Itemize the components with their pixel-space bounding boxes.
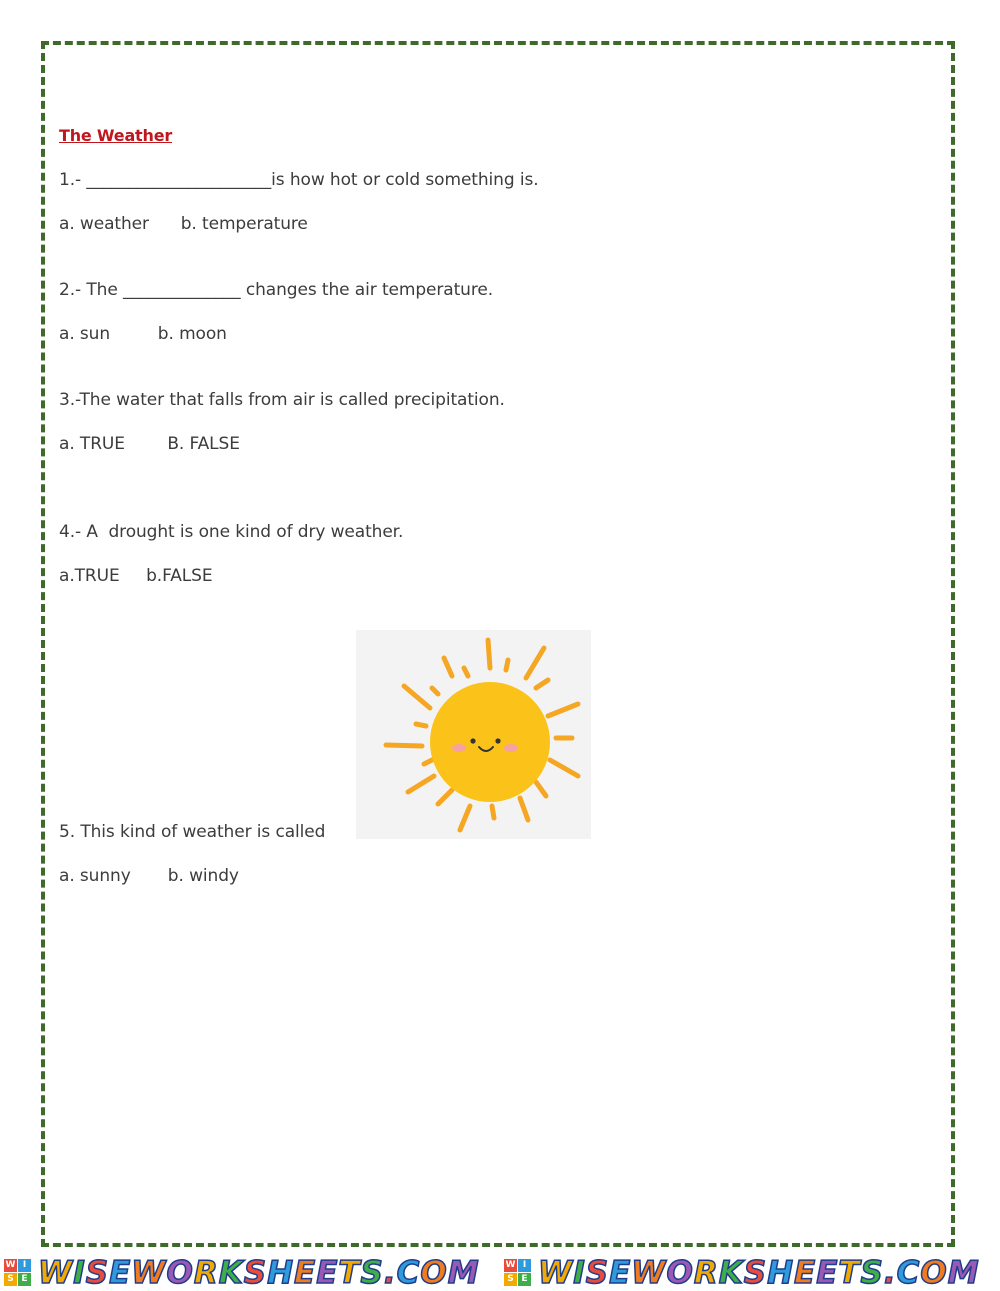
brand-letter: O: [420, 1255, 448, 1291]
question-5-options: a. sunny b. windy: [59, 866, 239, 886]
logo-letter: E: [18, 1273, 31, 1286]
footer-brand-group-2: [504, 1255, 1000, 1291]
question-2-options: a. sun b. moon: [59, 324, 227, 344]
brand-letter: O: [666, 1255, 694, 1291]
brand-letter: O: [166, 1255, 194, 1291]
brand-letter: S: [585, 1255, 610, 1291]
brand-letter: S: [860, 1255, 884, 1291]
brand-letter: O: [920, 1255, 948, 1291]
brand-letter: E: [316, 1255, 339, 1291]
brand-letter: E: [109, 1255, 132, 1291]
brand-letter: E: [609, 1255, 632, 1291]
brand-letter: W: [631, 1255, 667, 1291]
right-eye: [495, 738, 500, 743]
brand-letter: I: [73, 1255, 86, 1291]
brand-letter: H: [267, 1255, 295, 1291]
question-5-prompt: 5. This kind of weather is called: [59, 822, 326, 842]
footer-brand-group-1: [4, 1255, 500, 1291]
brand-letter: S: [243, 1255, 268, 1291]
brand-letter: .: [883, 1255, 897, 1291]
brand-letter: S: [85, 1255, 110, 1291]
logo-letter: I: [518, 1259, 531, 1272]
question-4-options: a.TRUE b.FALSE: [59, 566, 213, 586]
brand-letter: S: [360, 1255, 384, 1291]
left-cheek: [452, 744, 466, 752]
brand-letter: C: [396, 1255, 421, 1291]
logo-letter: I: [18, 1259, 31, 1272]
brand-letter: W: [38, 1255, 74, 1291]
brand-letter: H: [767, 1255, 795, 1291]
smiling-sun-icon: [356, 630, 591, 839]
brand-letter: R: [693, 1255, 719, 1291]
right-cheek: [504, 744, 518, 752]
question-3-options: a. TRUE B. FALSE: [59, 434, 240, 454]
brand-letter: C: [896, 1255, 921, 1291]
brand-letter: S: [743, 1255, 768, 1291]
brand-letter: E: [794, 1255, 817, 1291]
logo-letter: E: [518, 1273, 531, 1286]
question-2-prompt: 2.- The ______________ changes the air temperature.: [59, 280, 494, 300]
left-eye: [470, 738, 475, 743]
brand-letter: E: [294, 1255, 317, 1291]
brand-letter: M: [947, 1255, 980, 1291]
brand-text: [38, 1255, 480, 1291]
logo-letter: S: [504, 1273, 517, 1286]
brand-letter: W: [131, 1255, 167, 1291]
question-1-prompt: 1.- ______________________is how hot or cold something is.: [59, 170, 539, 190]
brand-letter: T: [838, 1255, 861, 1291]
brand-letter: M: [447, 1255, 480, 1291]
brand-text: [538, 1255, 980, 1291]
logo-letter: W: [5, 1260, 16, 1270]
sun-illustration: [356, 630, 591, 839]
brand-letter: W: [538, 1255, 574, 1291]
sun-face: [430, 682, 550, 802]
brand-letter: T: [338, 1255, 361, 1291]
brand-letter: .: [383, 1255, 397, 1291]
logo-letter: S: [4, 1273, 17, 1286]
question-4-prompt: 4.- A drought is one kind of dry weather.: [59, 522, 404, 542]
brand-letter: E: [816, 1255, 839, 1291]
logo-letter: W: [505, 1260, 516, 1270]
brand-letter: K: [218, 1255, 244, 1291]
worksheet-title: The Weather: [59, 126, 173, 145]
brand-letter: I: [573, 1255, 586, 1291]
footer-watermark: [0, 1255, 1000, 1291]
question-1-options: a. weather b. temperature: [59, 214, 308, 234]
brand-logo-icon: [4, 1259, 32, 1287]
brand-letter: R: [193, 1255, 219, 1291]
question-3-prompt: 3.-The water that falls from air is called precipitation.: [59, 390, 505, 410]
brand-logo-icon: [504, 1259, 532, 1287]
brand-letter: K: [718, 1255, 744, 1291]
